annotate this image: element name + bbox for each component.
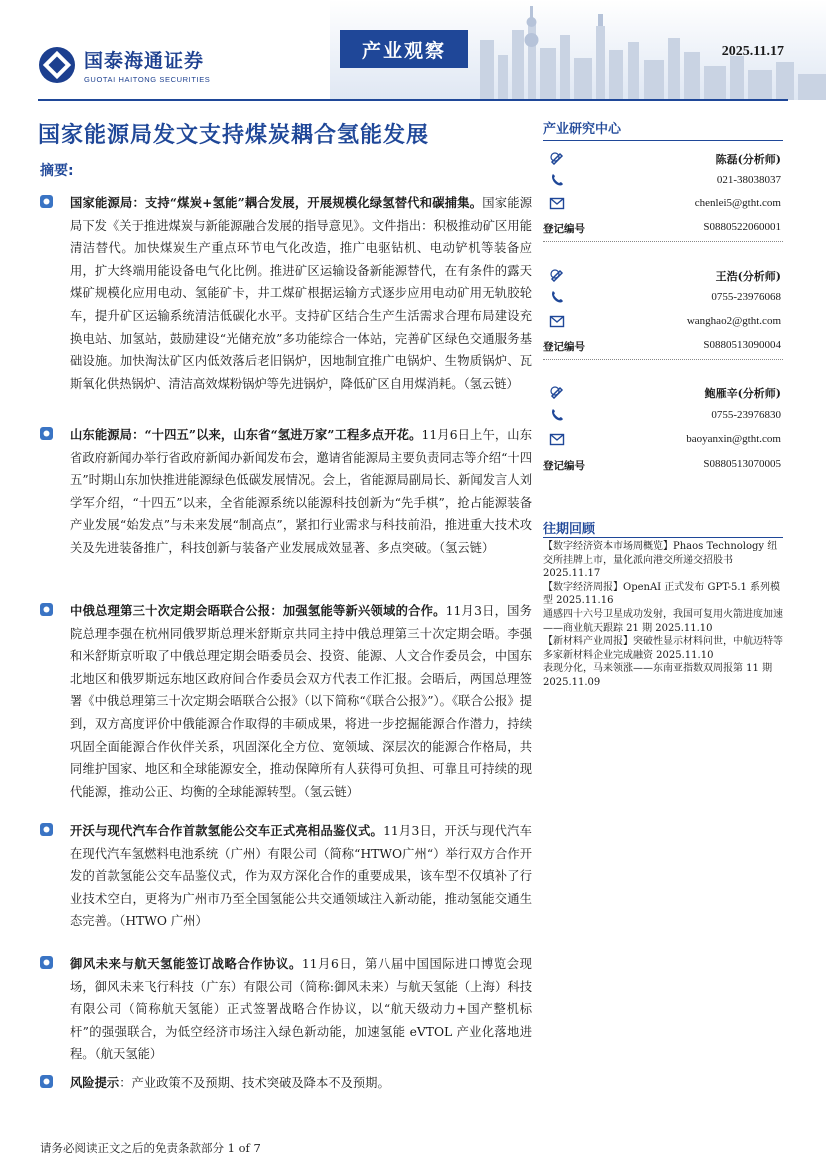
risk-warning (40, 1072, 532, 1095)
dotted-divider (543, 241, 783, 242)
company-logo (38, 46, 210, 84)
pen-icon (549, 266, 565, 282)
mail-icon (549, 431, 565, 447)
item-heading: 中俄总理第三十次定期会晤联合公报：加强氢能等新兴领域的合作。 (70, 603, 446, 618)
phone-icon (549, 407, 565, 423)
past-review-item[interactable]: 【数字经济资本市场周概览】Phaos Technology 纽交所挂牌上市，量化派向港交所递交招股书 2025.11.17 (543, 541, 778, 580)
logo-icon (38, 46, 76, 84)
news-item (40, 820, 532, 933)
dotted-divider (543, 359, 783, 360)
item-body: 11月6日上午，山东省政府新闻办举行省政府新闻办新闻发布会，邀请省能源局主要负责同志等介绍“十四五”时期山东加快推进能源绿色低碳发展情况。会上，省能源局副局长、新闻发言人刘学军介绍，“十四五”以来，全省能源系统以能源科技创新为“先手棋”，抢占能源装备产业发展“始发点”与未来发展“制高点”，紧扣行业需求与科技前沿，推进重大技术攻关及先进装备推广，科技创新与装备产业发展成效显著、多点突破。（氢云链） (70, 428, 532, 555)
item-body: 11月3日，开沃与现代汽车在现代汽车氢燃料电池系统（广州）有限公司（简称“HTWO广州“）举行双方合作开发的首款氢能公交车品鉴仪式，作为双方深化合作的重要成果，该车型不仅填补了行业技术空白，更将为广州市乃至全国氢能公共交通领域注入新动能，推动氢能交通生态完善。（HTWO 广州） (70, 824, 532, 929)
reg-number: S0880522060001 (703, 221, 781, 233)
mail-icon (549, 313, 565, 329)
analyst-reg-row (543, 455, 783, 475)
logo-chinese-name: 国泰海通证券 (84, 50, 205, 72)
bullet-icon (40, 603, 53, 616)
bullet-icon (40, 956, 53, 969)
analyst-email-row (543, 194, 783, 214)
page-footer: 请务必阅读正文之后的免责条款部分 1 of 7 (40, 1141, 261, 1155)
analyst-name-row (543, 265, 783, 285)
past-review-item[interactable]: 【新材料产业周报】突破性显示材料问世，中航迈特等多家新材料企业完成融资 2025.11.10 (543, 636, 783, 661)
analyst-phone-row (543, 288, 783, 308)
item-heading: 御风未来与航天氢能签订战略合作协议。 (70, 956, 302, 971)
mail-icon (549, 195, 565, 211)
analyst-name-row (543, 382, 783, 402)
reg-label: 登记编号 (543, 223, 585, 235)
item-body: 国家能源局下发《关于推进煤炭与新能源融合发展的指导意见》。文件指出：积极推动矿区用能清洁替代。加快煤炭生产重点环节电气化改造，推广电驱钻机、电动铲机等装备应用，扩大终端用能设备电气化比例。推进矿区运输设备新能源替代，在有条件的露天煤矿规模化应用电动、氢能矿卡，井工煤矿根据运输方式逐步应用电动矿用无轨胶轮车，提升矿区运输系统清洁低碳化水平。支持矿区结合生产生活需求合理布局建设充换电站、加氢站，鼓励建设“光储充放”多功能综合一体站，完善矿区绿色交通服务基础设施。加快淘汰矿区内低效落后老旧锅炉，因地制宜推广电锅炉、生物质锅炉、瓦斯氧化供热锅炉、清洁高效煤粉锅炉等先进锅炉，降低矿区自用煤消耗。（氢云链） (70, 196, 532, 391)
item-heading: 开沃与现代汽车合作首款氢能公交车正式亮相品鉴仪式。 (70, 823, 384, 838)
news-item (40, 953, 532, 1066)
pen-icon (549, 149, 565, 165)
section-divider (543, 140, 783, 141)
risk-body: ：产业政策不及预期、技术突破及降本不及预期。 (119, 1076, 390, 1090)
pen-icon (549, 383, 565, 399)
reg-label: 登记编号 (543, 460, 585, 472)
risk-heading: 风险提示 (70, 1075, 120, 1090)
bullet-icon (40, 1075, 53, 1088)
analyst-email[interactable]: chenlei5@gtht.com (694, 197, 781, 209)
analyst-reg-row (543, 336, 783, 356)
analyst-name: 鲍雁辛(分析师) (704, 387, 781, 400)
analyst-phone: 0755-23976830 (711, 409, 781, 421)
analyst-name: 陈磊(分析师) (715, 153, 781, 166)
reg-number: S0880513090004 (703, 339, 781, 351)
past-review-item[interactable]: 表现分化，马来领涨——东南亚指数双周报第 11 期 2025.11.09 (543, 663, 773, 688)
analyst-name: 王浩(分析师) (715, 270, 781, 283)
report-date: 2025.11.17 (721, 44, 784, 59)
news-item (40, 424, 532, 560)
news-item (40, 192, 532, 395)
item-body: 11月3日，国务院总理李强在杭州同俄罗斯总理米舒斯京共同主持中俄总理第三十次定期会晤。李强和米舒斯京听取了中俄总理定期会晤委员会、投资、能源、人文合作委员会，中国东北地区和俄罗斯远东地区政府间合作委员会双方代表工作汇报。会晤后，两国总理签署《中俄总理第三十次定期会晤联合公报》（以下简称“《联合公报》”）。《联合公报》提到，双方高度评价中俄能源合作取得的丰硕成果，将进一步挖掘能源合作潜力，持续巩固全面能源合作伙伴关系，巩固深化全方位、宽领域、深层次的能源合作格局，共同维护国家、地区和全球能源安全，推动保障所有人获得可负担、可靠且可持续的现代能源，推动公正、均衡的全球能源转型。（氢云链） (70, 604, 532, 799)
analyst-email[interactable]: baoyanxin@gtht.com (686, 433, 781, 445)
phone-icon (549, 172, 565, 188)
past-review-list (543, 540, 783, 690)
analyst-phone: 0755-23976068 (711, 291, 781, 303)
analyst-email[interactable]: wanghao2@gtht.com (686, 315, 781, 327)
item-body: 11月6日，第八届中国国际进口博览会现场，御风未来飞行科技（广东）有限公司（简称:御风未来）与航天氢能（上海）科技有限公司（简称航天氢能）正式签署战略合作协议，以“航天级动力+国产整机标杆”的强强联合，为低空经济市场注入绿色新动能，加速氢能 eVTOL 产业化落地进程。（航天氢能） (70, 957, 532, 1062)
bullet-icon (40, 427, 53, 440)
report-title: 国家能源局发文支持煤炭耦合氢能发展 (38, 123, 430, 148)
page-header (0, 0, 826, 100)
analyst-phone-row (543, 406, 783, 426)
analyst-email-row (543, 430, 783, 450)
item-heading: 山东能源局：“十四五”以来，山东省“氢进万家”工程多点开花。 (70, 427, 422, 442)
header-divider (38, 99, 788, 101)
analyst-phone-row (543, 171, 783, 191)
reg-number: S0880513070005 (703, 458, 781, 470)
section-divider (543, 537, 783, 538)
research-center-heading: 产业研究中心 (543, 122, 622, 137)
report-type-badge: 产业观察 (340, 30, 468, 68)
item-heading: 国家能源局：支持“煤炭+氢能”耦合发展，开展规模化绿氢替代和碳捕集。 (70, 195, 483, 210)
bullet-icon (40, 195, 53, 208)
analyst-reg-row (543, 218, 783, 238)
news-item (40, 600, 532, 803)
analyst-name-row (543, 148, 783, 168)
abstract-label: 摘要: (40, 163, 74, 179)
phone-icon (549, 289, 565, 305)
reg-label: 登记编号 (543, 341, 585, 353)
logo-english-name: GUOTAI HAITONG SECURITIES (84, 75, 211, 84)
analyst-phone: 021-38038037 (716, 174, 781, 186)
analyst-email-row (543, 312, 783, 332)
bullet-icon (40, 823, 53, 836)
past-review-item[interactable]: 通感四十六号卫星成功发射，我国可复用火箭进度加速——商业航天跟踪 21 期 2025.11.10 (543, 608, 783, 634)
past-review-heading: 往期回顾 (543, 522, 596, 537)
past-review-item[interactable]: 【数字经济周报】OpenAI 正式发布 GPT-5.1 系列模型 2025.11.16 (543, 581, 781, 607)
